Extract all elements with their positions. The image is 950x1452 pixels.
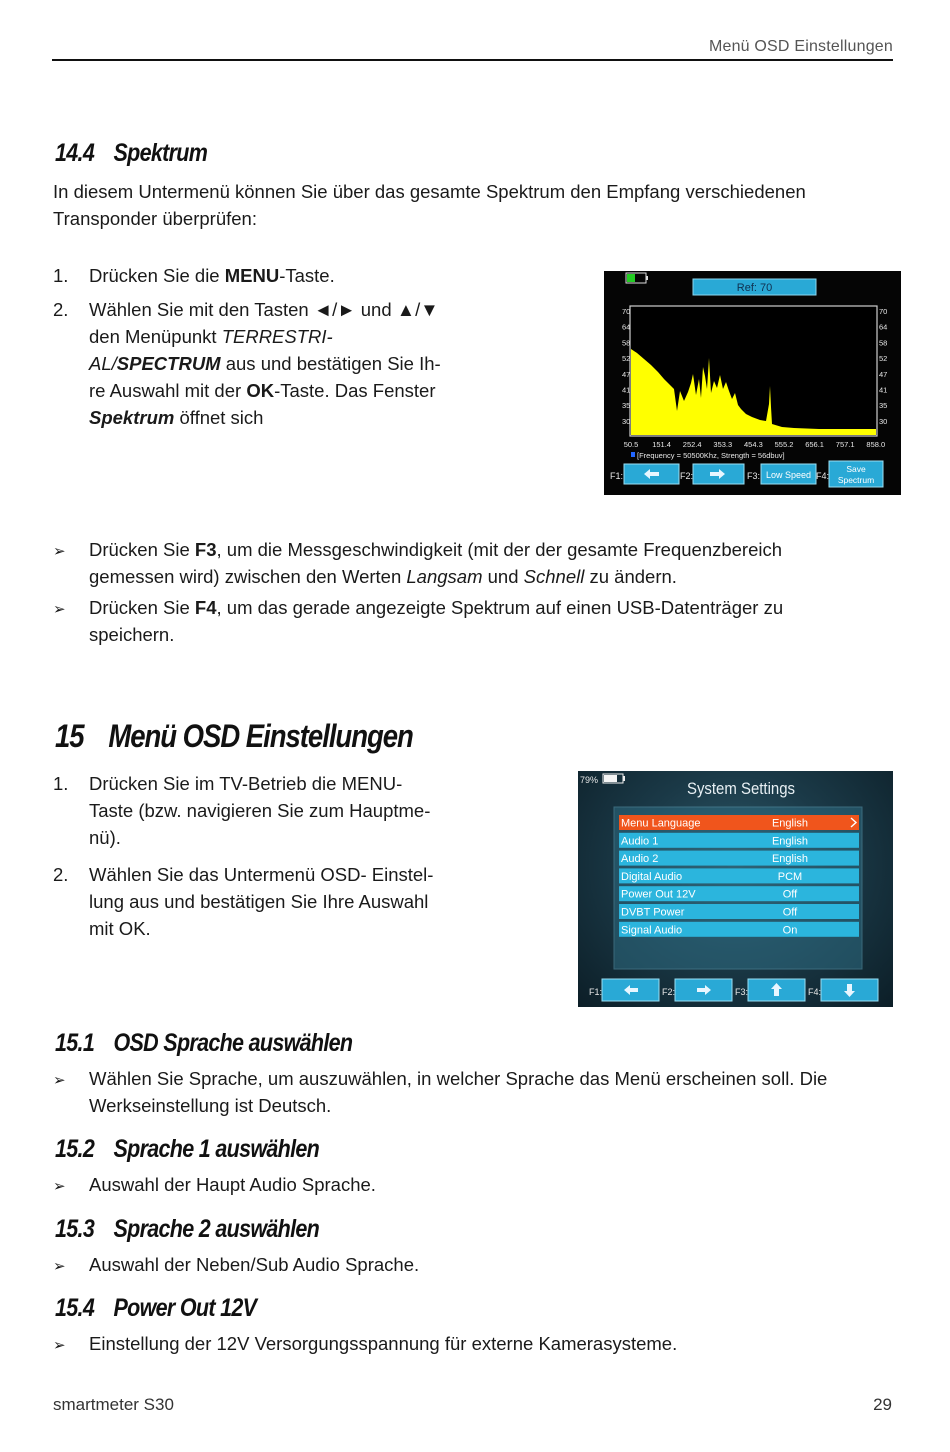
bullet-item (53, 1330, 903, 1358)
menu-row-value: English (771, 853, 809, 866)
y-tick-label-left: 52 (622, 354, 631, 364)
section-title: Power Out 12V (113, 1294, 257, 1322)
menu-row-label: Audio 2 (621, 853, 659, 866)
section-title: Sprache 2 auswählen (113, 1215, 320, 1243)
system-settings-screenshot (578, 771, 893, 1007)
list-marker: 2. (53, 864, 69, 885)
text: Wählen Sie Sprache, um auszuwählen, in welcher Sprache das Menü erscheinen soll. Die (89, 1068, 828, 1089)
text: Wählen Sie das Untermenü OSD- Einstel- (89, 864, 434, 885)
bold-text: F4 (194, 597, 217, 618)
y-tick-label-left: 41 (622, 385, 631, 395)
y-tick-label-left: 35 (622, 401, 631, 411)
italic-text: Schnell (523, 566, 585, 587)
y-tick-label-left: 30 (622, 416, 631, 426)
menu-row-value: English (771, 835, 809, 848)
y-tick-label-right: 52 (879, 354, 888, 364)
list-marker: 2. (53, 299, 69, 320)
text: Drücken Sie (89, 539, 195, 560)
text: Drücken Sie die (89, 265, 225, 286)
y-tick-label-left: 58 (622, 338, 631, 348)
section-number: 15.3 (55, 1215, 95, 1243)
text: Drücken Sie (89, 597, 195, 618)
menu-row-value: Off (782, 888, 798, 901)
f1-label: F1: (610, 471, 624, 481)
list-marker: 1. (53, 773, 69, 794)
y-tick-label-right: 35 (879, 401, 888, 411)
f4-label: F4: (808, 987, 822, 997)
text: mit OK. (89, 918, 151, 939)
footer-product: smartmeter S30 (53, 1395, 174, 1414)
bullet-marker: ➢ (53, 1072, 66, 1089)
bold-italic-text: SPECTRUM (116, 353, 221, 374)
bullet-marker: ➢ (53, 1337, 66, 1354)
f1-label: F1: (589, 987, 603, 997)
text: Auswahl der Haupt Audio Sprache. (89, 1174, 376, 1195)
section-heading-15-4 (55, 1294, 256, 1323)
text: speichern. (89, 624, 175, 645)
running-header: Menü OSD Einstellungen (708, 38, 893, 55)
text: Werkseinstellung ist Deutsch. (89, 1095, 332, 1116)
section-title: OSD Sprache auswählen (113, 1029, 353, 1057)
f3-label: F3: (747, 471, 761, 481)
bold-italic-text: Spektrum (89, 407, 175, 428)
text: Drücken Sie im TV-Betrieb die MENU- (89, 773, 403, 794)
section-number: 15.1 (55, 1029, 95, 1057)
header-rule (52, 59, 893, 61)
text: aus und bestätigen Sie Ih- (220, 353, 441, 374)
bold-text: MENU (224, 265, 280, 286)
italic-text: Langsam (406, 566, 483, 587)
text: gemessen wird) zwischen den Werten (89, 566, 407, 587)
f4-button-label-1: Save (846, 464, 866, 474)
text: , um das gerade angezeigte Spektrum auf einen USB-Datenträger zu (216, 597, 784, 618)
text: Taste (bzw. navigieren Sie zum Hauptme- (89, 800, 431, 821)
section-number: 15.2 (55, 1135, 95, 1163)
menu-row-label: Audio 1 (621, 835, 659, 848)
x-tick-label: 858.0 (866, 440, 886, 449)
y-tick-label-right: 30 (879, 416, 888, 426)
menu-row-label: Power Out 12V (621, 888, 696, 901)
y-tick-label-right: 47 (879, 369, 888, 379)
list-item (53, 861, 483, 943)
menu-row-label: DVBT Power (621, 906, 685, 919)
section-heading-15-1 (55, 1029, 352, 1058)
list-item (53, 296, 513, 436)
italic-text: AL/ (89, 353, 117, 374)
battery-percent: 79% (580, 775, 599, 785)
menu-row-value: On (782, 924, 798, 937)
bullet-marker: ➢ (53, 543, 66, 560)
f4-label: F4: (816, 471, 830, 481)
bullet-marker: ➢ (53, 1178, 66, 1195)
f2-label: F2: (662, 987, 676, 997)
text: öffnet sich (174, 407, 264, 428)
bullet-item (53, 1251, 903, 1279)
x-tick-label: 151.4 (652, 440, 671, 449)
bullet-marker: ➢ (53, 1258, 66, 1275)
text: Wählen Sie mit den Tasten ◄/► und ▲/▼ (89, 299, 439, 320)
x-tick-label: 50.5 (623, 440, 639, 449)
text: lung aus und bestätigen Sie Ihre Auswahl (89, 891, 429, 912)
bullet-item (53, 1065, 903, 1121)
bullet-item (53, 536, 903, 592)
menu-row-label: Signal Audio (621, 924, 683, 937)
screen-title: System Settings (686, 780, 796, 799)
f3-label: F3: (735, 987, 749, 997)
y-tick-label-left: 70 (622, 307, 631, 316)
section-number: 14.4 (55, 139, 95, 167)
section-heading-15-3 (55, 1215, 319, 1244)
ref-label: Ref: 70 (736, 282, 773, 294)
y-tick-label-right: 41 (879, 385, 888, 395)
chapter-heading-15 (55, 718, 413, 755)
list-marker: 1. (53, 265, 69, 286)
text: nü). (89, 827, 121, 848)
text: re Auswahl mit der (89, 380, 247, 401)
bullet-item (53, 1171, 903, 1199)
y-tick-label-left: 47 (622, 369, 631, 379)
page-number: 29 (873, 1395, 892, 1414)
menu-row-label: Menu Language (621, 817, 701, 830)
y-tick-label-right: 64 (879, 322, 888, 332)
x-tick-label: 353.3 (713, 440, 733, 449)
chapter-title: Menü OSD Einstellungen (108, 718, 413, 754)
bold-text: OK (246, 380, 275, 401)
x-tick-label: 757.1 (835, 440, 855, 449)
section-title: Spektrum (113, 139, 208, 167)
list-item (53, 770, 483, 852)
y-tick-label-right: 70 (879, 307, 888, 316)
section-heading-15-2 (55, 1135, 319, 1164)
text: zu ändern. (584, 566, 677, 587)
section-title: Sprache 1 auswählen (113, 1135, 320, 1163)
text: , um die Messgeschwindigkeit (mit der der gesamte Frequenzbereich (216, 539, 783, 560)
x-tick-label: 656.1 (805, 440, 824, 449)
bold-text: F3 (194, 539, 217, 560)
frequency-info: [Frequency = 50500Khz, Strength = 56dbuv] (637, 451, 785, 460)
text: Einstellung der 12V Versorgungsspannung für externe Kamerasysteme. (89, 1333, 678, 1354)
text: -Taste. Das Fenster (274, 380, 436, 401)
chapter-number: 15 (55, 718, 84, 754)
text: -Taste. (279, 265, 335, 286)
menu-row-label: Digital Audio (621, 870, 683, 883)
menu-row-value: English (771, 817, 809, 830)
text: und (482, 566, 524, 587)
intro-line-1: In diesem Untermenü können Sie über das gesamte Spektrum den Empfang verschiedenen (53, 181, 806, 202)
bullet-item (53, 594, 903, 650)
section-heading-14-4 (55, 139, 207, 168)
f3-button-label: Low Speed (765, 470, 812, 480)
text: Auswahl der Neben/Sub Audio Sprache. (89, 1254, 420, 1275)
intro-line-2: Transponder überprüfen: (53, 208, 257, 229)
y-tick-label-left: 64 (622, 322, 631, 332)
bullet-marker: ➢ (53, 601, 66, 618)
f2-label: F2: (680, 471, 694, 481)
x-tick-label: 555.2 (774, 440, 794, 449)
text: den Menüpunkt (89, 326, 222, 347)
y-tick-label-right: 58 (879, 338, 888, 348)
menu-row-value: PCM (777, 870, 803, 883)
spectrum-screenshot (604, 271, 901, 495)
menu-row-value: Off (782, 906, 798, 919)
list-item (53, 262, 513, 290)
x-tick-label: 252.4 (682, 440, 702, 449)
italic-text: TERRESTRI- (221, 326, 333, 347)
marker-icon (631, 452, 635, 457)
f4-button-label-2: Spectrum (837, 475, 875, 485)
x-tick-label: 454.3 (744, 440, 763, 449)
section-number: 15.4 (55, 1294, 95, 1322)
